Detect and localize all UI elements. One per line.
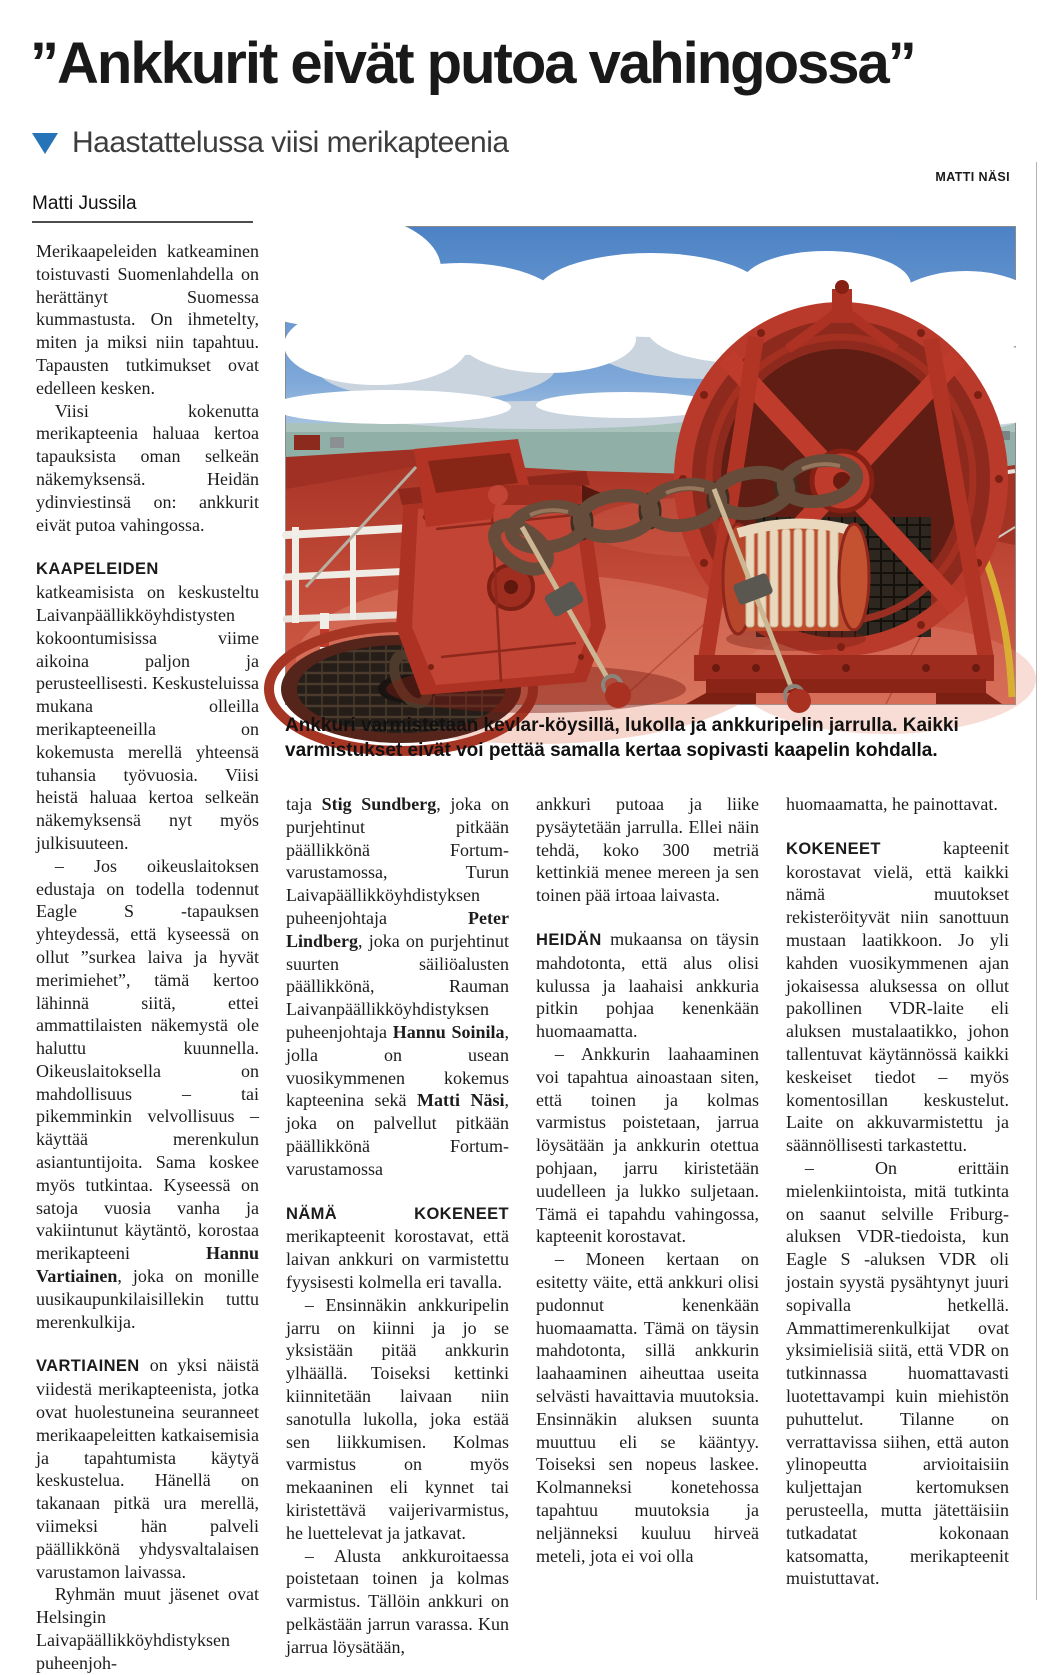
paragraph-text: mukaansa on täysin mahdotonta, että alus olisi kulussa ja laahaisi ankkuria pitkin pohjaa kenenkään huomaamatta. bbox=[536, 928, 759, 1042]
article-column bbox=[286, 793, 509, 1657]
article-photo bbox=[285, 226, 1016, 705]
paragraph bbox=[36, 557, 259, 854]
paragraph bbox=[286, 1545, 509, 1659]
paragraph bbox=[36, 855, 259, 1334]
paragraph-lead-in: KOKENEET bbox=[786, 839, 944, 858]
paragraph-text: kapteenit korostavat vielä, että kaikki nämä muutokset rekisteröityvät niin sanottuun mustaan laatikkoon. Jo yli kahden vuosikymmenen ajan jokaisessa aluksessa on ollut pakollinen VDR-laite eli aluksen mustalaatikko, johon tallentuvat käytännössä kaikki keskeiset tiedot – myös komentosillan keskustelut. Laite on akkuvarmistettu ja säännöllisesti tarkastettu. bbox=[786, 837, 1009, 1156]
article-column bbox=[536, 793, 759, 1593]
paragraph bbox=[286, 1294, 509, 1545]
photo-credit: MATTI NÄSI bbox=[935, 170, 1010, 184]
paragraph bbox=[36, 400, 259, 537]
paragraph-text: Hannu Vartiainen bbox=[36, 1243, 259, 1287]
byline-rule bbox=[32, 221, 253, 223]
article-column bbox=[786, 793, 1009, 1593]
paragraph-text: – Ankkurin laahaaminen voi tapahtua ainoastaan siten, että toinen ja kolmas varmistus poistetaan, jarrua löysätään ja ankkurin otettua pohjaan, jarru kiristetään uudelleen ja lukko suljetaan. Tämä ei tapahdu vahingossa, kapteenit korostavat. bbox=[536, 1043, 759, 1247]
paragraph-text: , joka on monille uusikaupunkilaisillekin tuttu merenkulkija. bbox=[36, 1266, 259, 1332]
paragraph-text: – On erittäin mielenkiintoista, mitä tutkinta on saanut selville Friburg-aluksen VDR-tiedoista, kun Eagle S -aluksen VDR oli jostain syystä pysähtynyt juuri sopivalla hetkellä. Ammattimerenkulkijat ovat yksimielisiä siitä, että VDR on tutkinnassa huomattavasti luotettavampi kuin miehistön puhuttelut. Tilanne on verrattavissa siihen, että auton ylinopeutta arvioitaisiin kuljettajan kertomuksen perusteella, mutta jätettäisiin tutkadatat kokonaan katsomatta, merikapteenit muistuttavat. bbox=[786, 1157, 1009, 1589]
paragraph bbox=[536, 928, 759, 1043]
kicker-triangle-icon bbox=[32, 133, 58, 154]
paragraph-lead-in: NÄMÄ KOKENEET bbox=[286, 1204, 509, 1223]
byline: Matti Jussila bbox=[32, 193, 137, 214]
paragraph bbox=[286, 793, 509, 1181]
paragraph-text: Hannu Soinila bbox=[392, 1021, 505, 1042]
photo-caption: Ankkuri varmistetaan kevlar-köysillä, lukolla ja ankkuripelin jarrulla. Kaikki varmistukset eivät voi pettää samalla kertaa sopivasti kaapelin kohdalla. bbox=[285, 715, 959, 761]
paragraph-lead-in: VARTIAINEN bbox=[36, 1357, 150, 1376]
photo-illustration bbox=[286, 227, 1015, 704]
paragraph-text: , joka on purjehtinut suurten säiliöalusten päällikkönä, Rauman Laivanpäällikköyhdistyksen puheenjohtaja bbox=[286, 930, 509, 1042]
paragraph-text: Ryhmän muut jäsenet ovat Helsingin Laivapäällikköyhdistyksen puheenjoh- bbox=[36, 1584, 259, 1673]
paragraph-text: ankkuri putoaa ja liike pysäytetään jarrulla. Ellei näin tehdä, koko 300 metriä kettinkiä menee mereen ja sen toinen pää irtoaa laivasta. bbox=[536, 794, 759, 906]
paragraph-text: – Alusta ankkuroitaessa poistetaan toinen ja kolmas varmistus. Tällöin ankkuri on pelkästään jarrun varassa. Kun jarrua löysätään, bbox=[286, 1545, 509, 1657]
paragraph bbox=[36, 1354, 259, 1583]
paragraph-text: Merikaapeleiden katkeaminen toistuvasti Suomenlahdella on herättänyt Suomessa kummastusta. On ihmetelty, miten ja miksi niin tapahtuu. Tapausten tutkimukset ovat edelleen kesken. bbox=[36, 241, 259, 398]
paragraph-text: – Jos oikeuslaitoksen edustaja on todella todennut Eagle S -tapauksen yhteydessä, että kyseessä on ollut ”surkea laiva ja hyvät merimiehet”, tämä kertoo lähinnä siitä, ettei ammattilaisten näkemystä ole haluttu kuunnella. Oikeuslaitoksella on mahdollisuus – tai pikemminkin velvollisuus – käyttää merenkulun asiantuntijoita. Sama koskee myös tutkintaa. Kyseessä on satoja vuosia vanha ja vakiintunut käytäntö, korostaa merikapteeni bbox=[36, 855, 259, 1264]
paragraph-text: , jolla on usean vuosikymmenen kokemus kapteenina sekä bbox=[286, 1021, 509, 1111]
paragraph-text: , joka on purjehtinut pitkään päällikkönä Fortum-varustamossa, Turun Laivapäällikköyhdistyksen puheenjohtaja bbox=[286, 794, 509, 928]
paragraph bbox=[286, 1202, 509, 1294]
paragraph bbox=[786, 793, 1009, 816]
column-rule bbox=[1036, 162, 1037, 1600]
kicker-text: Haastattelussa viisi merikapteenia bbox=[72, 126, 509, 159]
paragraph-text: Stig Sundberg bbox=[321, 794, 437, 814]
paragraph-text: , joka on palvellut pitkään päällikkönä Fortum-varustamossa bbox=[286, 1090, 509, 1179]
paragraph-text: katkeamisista on keskusteltu Laivanpäällikköyhdistysten kokoontumisissa viime aikoina paljon ja perusteellisesti. Keskusteluissa mukana olleilla merikapteeneilla on kokemusta merellä yhteensä tuhansia työvuosia. Viisi heistä haluaa kertoa selkeän näkemyksensä nyt myös julkisuuteen. bbox=[36, 582, 259, 853]
paragraph-text: merikapteenit korostavat, että laivan ankkuri on varmistettu fyysisesti kolmella eri tavalla. bbox=[286, 1226, 509, 1292]
paragraph-text: on yksi näistä viidestä merikapteenista, jotka ovat huolestuneina seuranneet merikaapeleitten katkaisemisia ja tapahtumista käytyä keskustelua. Hänellä on takanaan pitkä ura merellä, viimeksi hän palveli päällikkönä yhdysvaltalaisen varustamon laivassa. bbox=[36, 1355, 259, 1582]
article-column bbox=[36, 240, 259, 1673]
kicker bbox=[32, 126, 509, 160]
paragraph-text: Matti Näsi bbox=[416, 1090, 505, 1111]
paragraph bbox=[786, 1157, 1009, 1590]
paragraph bbox=[536, 1248, 759, 1567]
paragraph bbox=[536, 793, 759, 907]
headline: ”Ankkurit eivät putoa vahingossa” bbox=[30, 31, 915, 96]
paragraph-text: – Moneen kertaan on esitetty väite, että ankkuri olisi pudonnut kenenkään huomaamatta. Tämä on täysin mahdotonta, sillä ankkurin laahaaminen aiheuttaa useita selvästi havaittavia muutoksia. Ensinnäkin aluksen suunta muuttuu eli se kääntyy. Toiseksi sen nopeus laskee. Kolmanneksi konetehossa tapahtuu muutoksia ja neljänneksi kuuluu hirveä meteli, jota ei voi olla bbox=[536, 1249, 759, 1566]
paragraph-lead-in: KAAPELEIDEN bbox=[36, 560, 159, 579]
paragraph-text: huomaamatta, he painottavat. bbox=[786, 794, 998, 814]
paragraph bbox=[536, 1043, 759, 1248]
paragraph bbox=[36, 240, 259, 400]
paragraph bbox=[36, 1583, 259, 1674]
paragraph bbox=[786, 837, 1009, 1157]
paragraph-lead-in: HEIDÄN bbox=[536, 930, 611, 949]
paragraph-text: Peter Lindberg bbox=[286, 907, 509, 951]
paragraph-text: – Ensinnäkin ankkuripelin jarru on kiinni ja jo se yksistään pitää ankkurin ylhäällä. Toiseksi kettinki kiinnitetään laivaan niin sanotulla lukolla, joka estää sen liikkumisen. Kolmas varmistus on myös mekaaninen eli kynnet tai kiristettävä vaijerivarmistus, he luettelevat ja jatkavat. bbox=[286, 1294, 509, 1543]
paragraph-text: Viisi kokenutta merikapteenia haluaa kertoa tapauksista oman selkeän näkemyksensä. Heidän ydinviestinsä on: ankkurit eivät putoa vahingossa. bbox=[36, 400, 259, 535]
paragraph-text: taja bbox=[286, 794, 322, 814]
